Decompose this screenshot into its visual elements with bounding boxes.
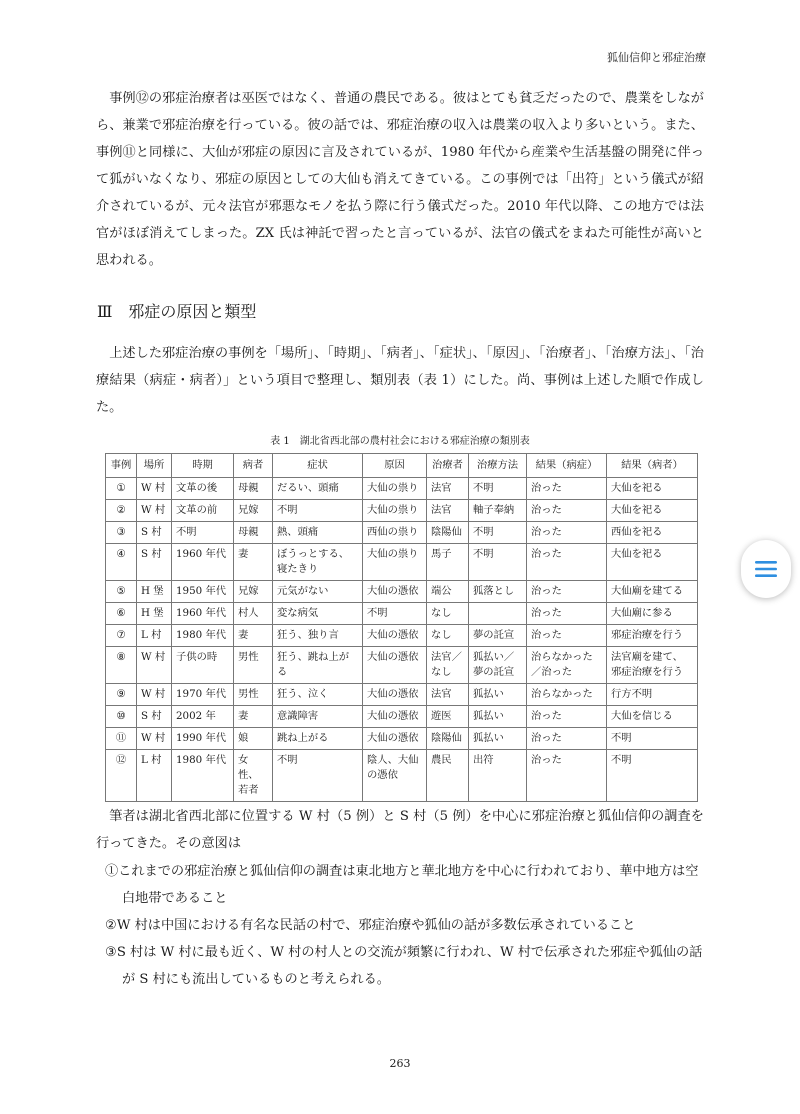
table-cell: 女性、若者: [234, 750, 273, 802]
table-row: [106, 706, 698, 728]
table-cell: ④: [106, 544, 137, 581]
table-cell: 1960 年代: [172, 603, 234, 625]
table-cell: 大仙の憑依: [363, 647, 427, 684]
table-cell: 跳ね上がる: [273, 728, 363, 750]
table-cell: 大仙の祟り: [363, 500, 427, 522]
table-cell: 行方不明: [607, 684, 698, 706]
table-cell: 治った: [527, 750, 607, 802]
table-cell: 軸子奉納: [469, 500, 527, 522]
table-cell: 陰人、大仙の憑依: [363, 750, 427, 802]
table-cell: 男性: [234, 647, 273, 684]
table-cell: 兄嫁: [234, 500, 273, 522]
reason-item: ①これまでの邪症治療と狐仙信仰の調査は東北地方と華北地方を中心に行われており、華中地方は空白地帯であること: [105, 864, 699, 906]
table-cell: 1980 年代: [172, 625, 234, 647]
table-cell: 不明: [172, 522, 234, 544]
table-cell: 馬子: [427, 544, 469, 581]
table-row: [106, 647, 698, 684]
table-header-cell: 場所: [137, 454, 172, 478]
table-cell: 大仙を祀る: [607, 500, 698, 522]
table-row: [106, 625, 698, 647]
table-cell: なし: [427, 603, 469, 625]
table-cell: 1960 年代: [172, 544, 234, 581]
table-cell: だるい、頭痛: [273, 478, 363, 500]
menu-button[interactable]: [741, 540, 791, 598]
table-cell: 子供の時: [172, 647, 234, 684]
table-header-cell: 事例: [106, 454, 137, 478]
table-cell: 不明: [607, 728, 698, 750]
table-row: [106, 603, 698, 625]
table-header-cell: 治療方法: [469, 454, 527, 478]
table-cell: 大仙廟を建てる: [607, 581, 698, 603]
table-cell: W 村: [137, 647, 172, 684]
table-cell: 治った: [527, 706, 607, 728]
table-row: [106, 581, 698, 603]
table-cell: 狂う、独り言: [273, 625, 363, 647]
table-header-cell: 原因: [363, 454, 427, 478]
case-classification-table: [105, 453, 698, 802]
table-cell: 村人: [234, 603, 273, 625]
table-cell: 治った: [527, 478, 607, 500]
table-cell: 兄嫁: [234, 581, 273, 603]
table-cell: L 村: [137, 625, 172, 647]
table-cell: ⑦: [106, 625, 137, 647]
table-row: [106, 544, 698, 581]
table-cell: ⑥: [106, 603, 137, 625]
table-cell: H 堡: [137, 581, 172, 603]
table-cell: 1950 年代: [172, 581, 234, 603]
table-row: [106, 684, 698, 706]
table-cell: 男性: [234, 684, 273, 706]
table-cell: 1970 年代: [172, 684, 234, 706]
table-cell: 陰陽仙: [427, 522, 469, 544]
table-cell: 法官: [427, 478, 469, 500]
table-cell: 大仙の祟り: [363, 544, 427, 581]
table-cell: 陰陽仙: [427, 728, 469, 750]
table-header-row: [106, 454, 698, 478]
table-header-cell: 結果（病症）: [527, 454, 607, 478]
table-cell: 治らなかった／治った: [527, 647, 607, 684]
table-cell: 大仙の憑依: [363, 684, 427, 706]
table-header-cell: 病者: [234, 454, 273, 478]
table-row: [106, 750, 698, 802]
closing-paragraph: 筆者は湖北省西北部に位置する W 村（5 例）と S 村（5 例）を中心に邪症治療と狐仙信仰の調査を行ってきた。その意図は: [96, 809, 704, 851]
table-header-cell: 治療者: [427, 454, 469, 478]
table-cell: 出符: [469, 750, 527, 802]
table-cell: 法官廟を建て、邪症治療を行う: [607, 647, 698, 684]
table-cell: 不明: [607, 750, 698, 802]
table-cell: H 堡: [137, 603, 172, 625]
table-row: [106, 728, 698, 750]
table-cell: 文革の後: [172, 478, 234, 500]
table-cell: 不明: [273, 750, 363, 802]
table-cell: 遊医: [427, 706, 469, 728]
table-cell: 法官: [427, 500, 469, 522]
table-header-cell: 時期: [172, 454, 234, 478]
running-header: 狐仙信仰と邪症治療: [607, 51, 706, 64]
table-caption: 表 1 湖北省西北部の農村社会における邪症治療の類別表: [270, 436, 530, 447]
table-cell: L 村: [137, 750, 172, 802]
table-cell: ③: [106, 522, 137, 544]
table-cell: [469, 603, 527, 625]
table-cell: ⑫: [106, 750, 137, 802]
table-header-cell: 結果（病者）: [607, 454, 698, 478]
table-cell: 大仙を信じる: [607, 706, 698, 728]
table-cell: 治った: [527, 544, 607, 581]
table-cell: なし: [427, 625, 469, 647]
table-cell: 元気がない: [273, 581, 363, 603]
table-cell: 不明: [469, 544, 527, 581]
table-cell: 不明: [469, 522, 527, 544]
table-cell: 不明: [273, 500, 363, 522]
table-cell: 母親: [234, 522, 273, 544]
table-cell: 大仙の憑依: [363, 625, 427, 647]
table-cell: 治った: [527, 603, 607, 625]
table-cell: 治った: [527, 500, 607, 522]
table-cell: 夢の託宣: [469, 625, 527, 647]
reason-item: ②W 村は中国における有名な民話の村で、邪症治療や狐仙の話が多数伝承されていること: [105, 918, 636, 933]
table-cell: 妻: [234, 625, 273, 647]
section-title: Ⅲ 邪症の原因と類型: [97, 302, 257, 321]
table-cell: 大仙の憑依: [363, 706, 427, 728]
table-cell: 西仙を祀る: [607, 522, 698, 544]
table-cell: ⑧: [106, 647, 137, 684]
table-cell: 狂う、泣く: [273, 684, 363, 706]
table-cell: 狐落とし: [469, 581, 527, 603]
reason-item: ③S 村は W 村に最も近く、W 村の村人との交流が頻繁に行われ、W 村で伝承された邪症や狐仙の話が S 村にも流出しているものと考えられる。: [105, 945, 703, 987]
section-paragraph: 上述した邪症治療の事例を「場所」、「時期」、「病者」、「症状」、「原因」、「治療者」、「治療方法」、「治療結果（病症・病者）」という項目で整理し、類別表（表 1）にした。尚、事例は上述した順で作成した。: [96, 346, 704, 415]
table-cell: 治らなかった: [527, 684, 607, 706]
table-cell: 娘: [234, 728, 273, 750]
table-cell: 狂う、跳ね上がる: [273, 647, 363, 684]
table-cell: 妻: [234, 544, 273, 581]
table-cell: 狐払い: [469, 684, 527, 706]
table-cell: 端公: [427, 581, 469, 603]
table-row: [106, 500, 698, 522]
table-cell: 大仙の憑依: [363, 581, 427, 603]
table-cell: 大仙を祀る: [607, 478, 698, 500]
table-cell: 妻: [234, 706, 273, 728]
hamburger-menu-icon: [755, 560, 777, 578]
table-cell: 1990 年代: [172, 728, 234, 750]
table-cell: 狐払い: [469, 706, 527, 728]
table-cell: 治った: [527, 522, 607, 544]
reason-list: [96, 858, 706, 993]
table-cell: S 村: [137, 706, 172, 728]
table-cell: 大仙の憑依: [363, 728, 427, 750]
table-cell: ⑤: [106, 581, 137, 603]
table-cell: 治った: [527, 625, 607, 647]
table-cell: 文革の前: [172, 500, 234, 522]
table-cell: W 村: [137, 684, 172, 706]
table-cell: 狐払い: [469, 728, 527, 750]
table-cell: W 村: [137, 478, 172, 500]
table-cell: 法官: [427, 684, 469, 706]
table-cell: S 村: [137, 522, 172, 544]
table-cell: ⑪: [106, 728, 137, 750]
table-cell: 2002 年: [172, 706, 234, 728]
table-cell: 大仙廟に参る: [607, 603, 698, 625]
table-cell: 不明: [469, 478, 527, 500]
table-cell: 法官／なし: [427, 647, 469, 684]
table-cell: ①: [106, 478, 137, 500]
table-cell: 西仙の祟り: [363, 522, 427, 544]
table-cell: 母親: [234, 478, 273, 500]
table-cell: S 村: [137, 544, 172, 581]
table-cell: 不明: [363, 603, 427, 625]
table-cell: 治った: [527, 581, 607, 603]
table-header-cell: 症状: [273, 454, 363, 478]
table-cell: 意識障害: [273, 706, 363, 728]
table-row: [106, 522, 698, 544]
table-cell: 治った: [527, 728, 607, 750]
table-cell: 大仙を祀る: [607, 544, 698, 581]
table-cell: ⑨: [106, 684, 137, 706]
table-cell: 狐払い／夢の託宣: [469, 647, 527, 684]
table-cell: 変な病気: [273, 603, 363, 625]
table-cell: 大仙の祟り: [363, 478, 427, 500]
table-cell: 農民: [427, 750, 469, 802]
table-cell: ②: [106, 500, 137, 522]
table-cell: W 村: [137, 728, 172, 750]
table-row: [106, 478, 698, 500]
table-cell: 熱、頭痛: [273, 522, 363, 544]
intro-paragraph: 事例⑫の邪症治療者は巫医ではなく、普通の農民である。彼はとても貧乏だったので、農業をしながら、兼業で邪症治療を行っている。彼の話では、邪症治療の収入は農業の収入より多いという。また、事例⑪と同様に、大仙が邪症の原因に言及されているが、1980 年代から産業や生活基盤の開発に伴って狐がいなくなり、邪症の原因としての大仙も消えてきている。この事例では「出符」という儀式が紹介されているが、元々法官が邪悪なモノを払う際に行う儀式だった。2010 年代以降、この地方では法官がほぼ消えてしまった。ZX 氏は神託で習ったと言っているが、法官の儀式をまねた可能性が高いと思われる。: [96, 91, 704, 268]
table-cell: ぼうっとする、寝たきり: [273, 544, 363, 581]
table-cell: ⑩: [106, 706, 137, 728]
page-number: 263: [389, 1057, 411, 1070]
table-cell: W 村: [137, 500, 172, 522]
table-cell: 邪症治療を行う: [607, 625, 698, 647]
table-cell: 1980 年代: [172, 750, 234, 802]
